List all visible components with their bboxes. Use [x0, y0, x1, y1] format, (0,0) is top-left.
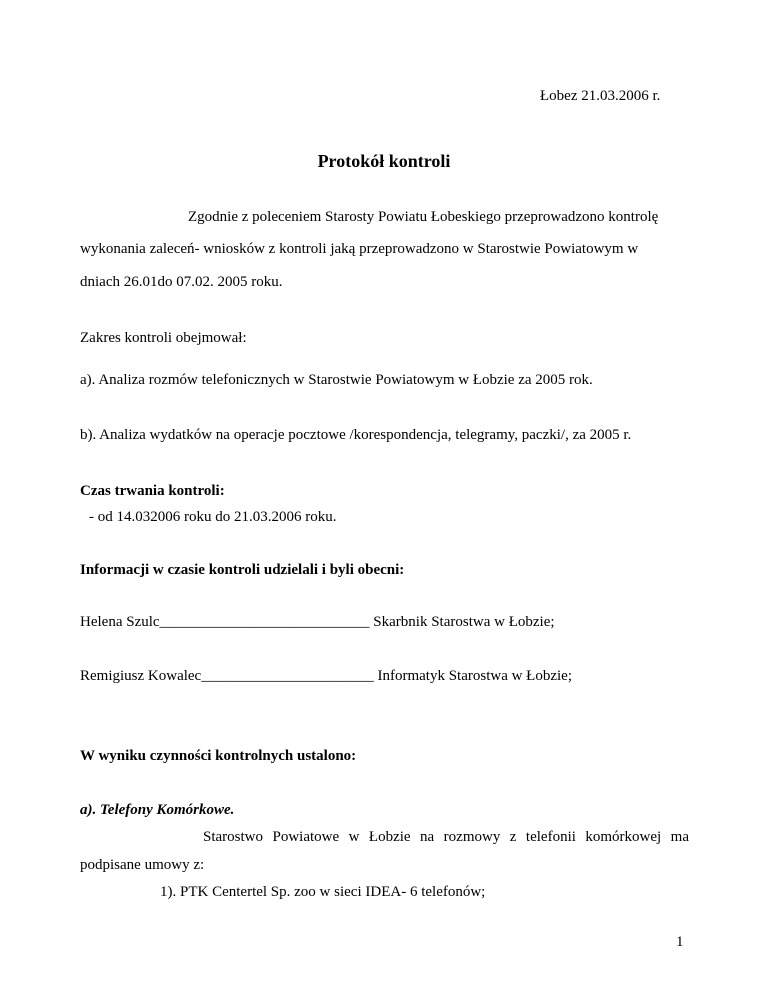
scope-heading: Zakres kontroli obejmował: — [80, 330, 247, 346]
findings-list-item-1: 1). PTK Centertel Sp. zoo w sieci IDEA- 6 telefonów; — [160, 884, 486, 900]
duration-value: - od 14.032006 roku do 21.03.2006 roku. — [89, 509, 337, 525]
scope-item-a: a). Analiza rozmów telefonicznych w Starostwie Powiatowym w Łobzie za 2005 rok. — [80, 372, 593, 388]
page-number: 1 — [676, 934, 684, 950]
intro-line-3: dniach 26.01do 07.02. 2005 roku. — [80, 274, 283, 290]
informant-person-1: Helena Szulc____________________________ Skarbnik Starostwa w Łobzie; — [80, 614, 555, 630]
intro-line-2: wykonania zaleceń- wniosków z kontroli jaką przeprowadzono w Starostwie Powiatowym w — [80, 241, 639, 257]
document-date: Łobez 21.03.2006 r. — [540, 88, 661, 104]
findings-paragraph-line-1: Starostwo Powiatowe w Łobzie na rozmowy z telefonii komórkowej ma — [203, 829, 689, 845]
findings-subheading: a). Telefony Komórkowe. — [80, 802, 235, 818]
intro-line-1: Zgodnie z poleceniem Starosty Powiatu Łobeskiego przeprowadzono kontrolę — [188, 209, 659, 225]
findings-heading: W wyniku czynności kontrolnych ustalono: — [80, 748, 357, 764]
informant-person-2: Remigiusz Kowalec_______________________ Informatyk Starostwa w Łobzie; — [80, 668, 572, 684]
findings-paragraph-line-2: podpisane umowy z: — [80, 857, 205, 873]
duration-heading: Czas trwania kontroli: — [80, 483, 225, 499]
informants-heading: Informacji w czasie kontroli udzielali i byli obecni: — [80, 562, 405, 578]
document-title: Protokół kontroli — [317, 151, 451, 171]
scope-item-b: b). Analiza wydatków na operacje pocztowe /korespondencja, telegramy, paczki/, za 2005 r. — [80, 427, 632, 443]
